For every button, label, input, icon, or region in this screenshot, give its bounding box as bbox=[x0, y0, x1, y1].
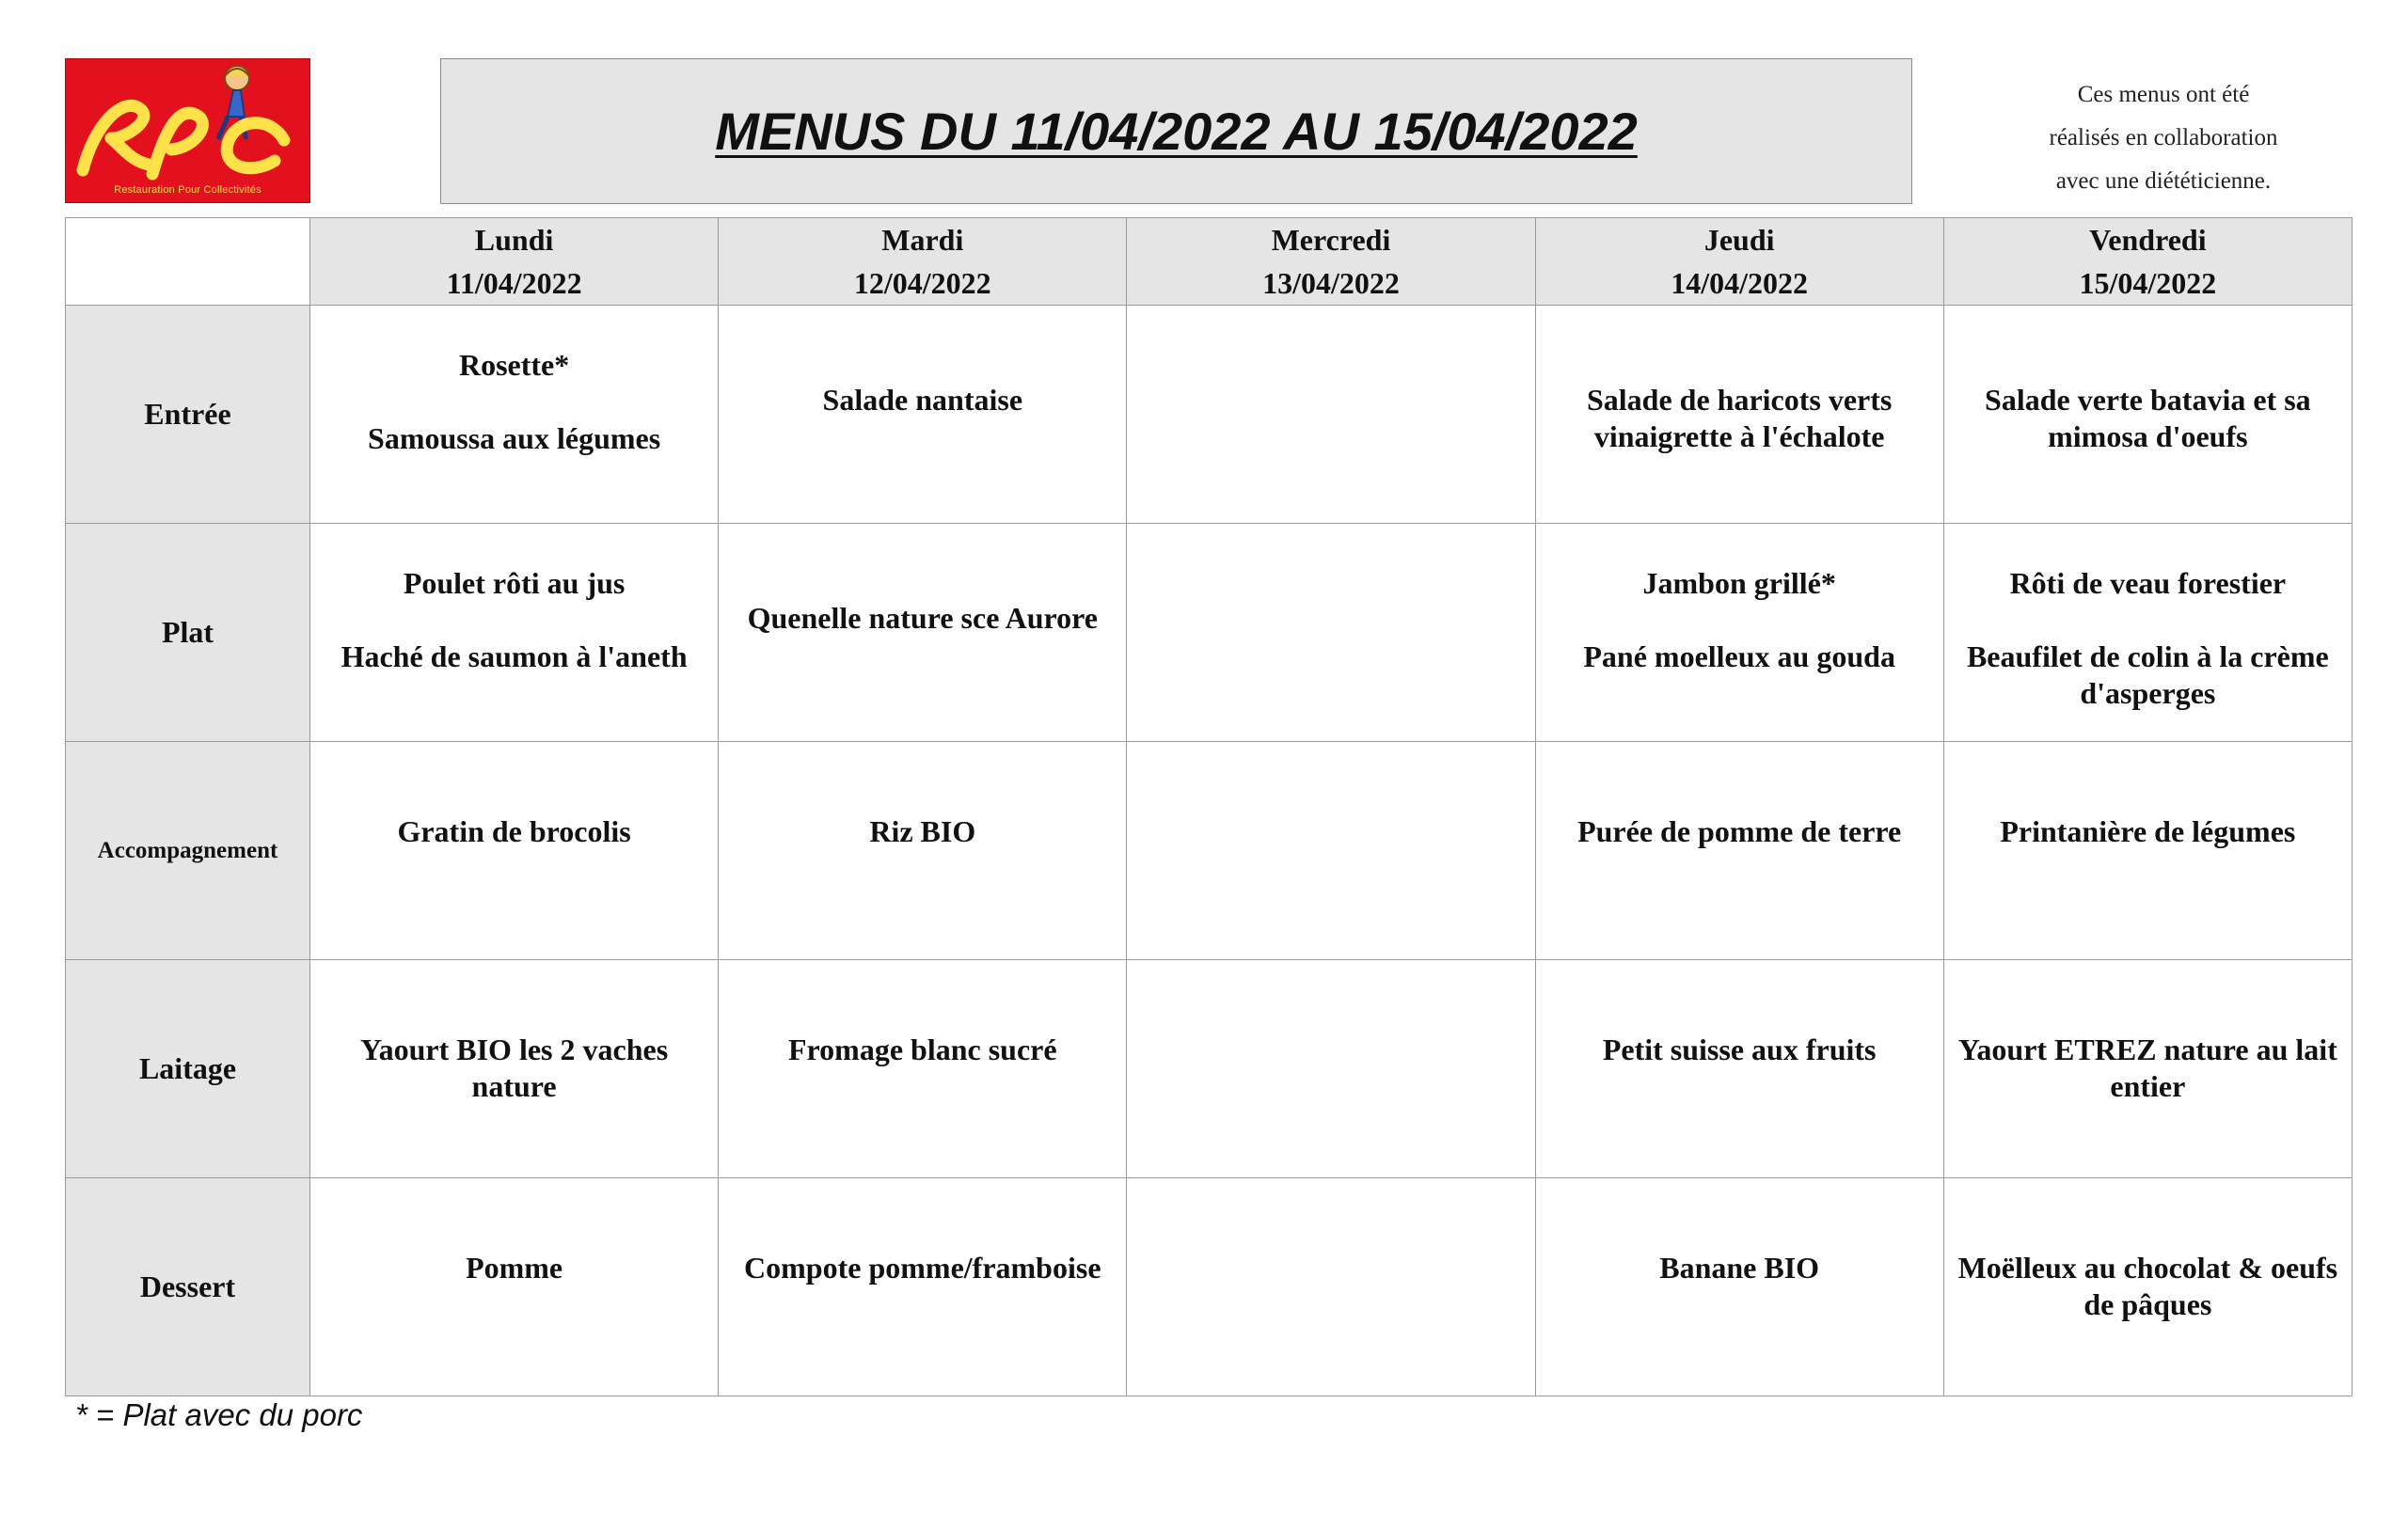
note-line: avec une diététicienne. bbox=[2055, 168, 2272, 194]
logo-caption: Restauration Pour Collectivités bbox=[114, 184, 261, 196]
menu-cell bbox=[1943, 960, 2352, 1178]
menu-item: Yaourt ETREZ nature au lait entier bbox=[1957, 1033, 2337, 1103]
menu-item: Salade nantaise bbox=[822, 383, 1023, 417]
menu-item: Banane BIO bbox=[1659, 1251, 1820, 1285]
row-label: Plat bbox=[66, 524, 310, 742]
day-header bbox=[310, 218, 719, 306]
menu-cell bbox=[1535, 306, 1943, 524]
rpc-logo bbox=[65, 58, 310, 203]
note-line: réalisés en collaboration bbox=[2049, 125, 2278, 150]
menu-cell bbox=[1127, 306, 1535, 524]
menu-row bbox=[66, 742, 2353, 960]
menu-item: Purée de pomme de terre bbox=[1577, 814, 1902, 848]
menu-table bbox=[65, 217, 2353, 1396]
day-header bbox=[719, 218, 1127, 306]
menu-item: Moëlleux au chocolat & oeufs de pâques bbox=[1957, 1251, 2338, 1321]
menu-cell bbox=[719, 742, 1127, 960]
menu-item: Petit suisse aux fruits bbox=[1602, 1033, 1877, 1066]
day-header bbox=[1127, 218, 1535, 306]
day-header bbox=[1535, 218, 1943, 306]
menu-cell bbox=[1127, 1178, 1535, 1396]
menu-cell bbox=[310, 1178, 719, 1396]
day-name: Lundi bbox=[474, 223, 554, 257]
day-date: 14/04/2022 bbox=[1671, 266, 1809, 300]
day-date: 15/04/2022 bbox=[2079, 266, 2217, 300]
day-name: Mardi bbox=[881, 223, 964, 257]
menu-cell bbox=[310, 960, 719, 1178]
menu-cell bbox=[310, 524, 719, 742]
menu-row bbox=[66, 1178, 2353, 1396]
menu-item: Compote pomme/framboise bbox=[744, 1251, 1101, 1285]
menu-item: Pomme bbox=[466, 1251, 563, 1285]
day-date: 12/04/2022 bbox=[853, 266, 991, 300]
menu-item: Fromage blanc sucré bbox=[787, 1033, 1057, 1066]
menu-cell bbox=[719, 306, 1127, 524]
menu-cell bbox=[1535, 1178, 1943, 1396]
menu-row bbox=[66, 524, 2353, 742]
menu-item: Gratin de brocolis bbox=[397, 814, 631, 848]
item-gap bbox=[320, 384, 708, 420]
day-name: Vendredi bbox=[2089, 223, 2207, 257]
row-label: Laitage bbox=[66, 960, 310, 1178]
menu-item: Yaourt BIO les 2 vaches nature bbox=[360, 1033, 669, 1103]
title-box bbox=[440, 58, 1912, 204]
menu-item: Haché de saumon à l'aneth bbox=[341, 639, 688, 673]
menu-cell bbox=[719, 524, 1127, 742]
item-gap bbox=[1954, 602, 2342, 639]
menu-item: Rosette* bbox=[458, 348, 570, 382]
note-line: Ces menus ont été bbox=[2077, 82, 2250, 107]
menu-item: Samoussa aux légumes bbox=[368, 421, 661, 455]
day-header bbox=[1943, 218, 2352, 306]
menu-item: Printanière de légumes bbox=[2000, 814, 2296, 848]
menu-cell bbox=[719, 960, 1127, 1178]
menu-item: Jambon grillé* bbox=[1642, 566, 1836, 600]
menu-item: Riz BIO bbox=[869, 814, 976, 848]
menu-cell bbox=[310, 306, 719, 524]
menu-cell bbox=[1535, 524, 1943, 742]
menu-item: Beaufilet de colin à la crème d'asperges bbox=[1966, 639, 2329, 710]
dietician-note bbox=[1956, 73, 2370, 203]
rpc-logo-mark bbox=[66, 59, 310, 203]
menu-cell bbox=[1943, 524, 2352, 742]
menu-cell bbox=[1127, 960, 1535, 1178]
menu-item: Poulet rôti au jus bbox=[403, 566, 626, 600]
menu-cell bbox=[1127, 524, 1535, 742]
menu-item: Salade verte batavia et sa mimosa d'oeufs bbox=[1985, 383, 2311, 453]
menu-cell bbox=[1535, 742, 1943, 960]
day-date: 11/04/2022 bbox=[446, 266, 582, 300]
menu-row bbox=[66, 306, 2353, 524]
menu-cell bbox=[1535, 960, 1943, 1178]
menu-row bbox=[66, 960, 2353, 1178]
menu-cell bbox=[1943, 306, 2352, 524]
menu-item: Rôti de veau forestier bbox=[2009, 566, 2287, 600]
page-title: MENUS DU 11/04/2022 AU 15/04/2022 bbox=[715, 102, 1638, 161]
menu-item: Salade de haricots verts vinaigrette à l'échalote bbox=[1586, 383, 1893, 453]
row-label: Entrée bbox=[66, 306, 310, 524]
menu-cell bbox=[1943, 742, 2352, 960]
menu-item: Quenelle nature sce Aurore bbox=[747, 601, 1098, 635]
row-label: Dessert bbox=[66, 1178, 310, 1396]
menu-item: Pané moelleux au gouda bbox=[1583, 639, 1895, 673]
menu-cell bbox=[310, 742, 719, 960]
header-row bbox=[66, 218, 2353, 306]
item-gap bbox=[1545, 602, 1934, 639]
day-name: Mercredi bbox=[1271, 223, 1391, 257]
menu-cell bbox=[1943, 1178, 2352, 1396]
menu-cell bbox=[719, 1178, 1127, 1396]
menu-cell bbox=[1127, 742, 1535, 960]
header-corner bbox=[66, 218, 310, 306]
day-date: 13/04/2022 bbox=[1262, 266, 1400, 300]
day-name: Jeudi bbox=[1703, 223, 1775, 257]
item-gap bbox=[320, 602, 708, 639]
footnote: * = Plat avec du porc bbox=[75, 1397, 363, 1432]
row-label: Accompagnement bbox=[66, 742, 310, 960]
